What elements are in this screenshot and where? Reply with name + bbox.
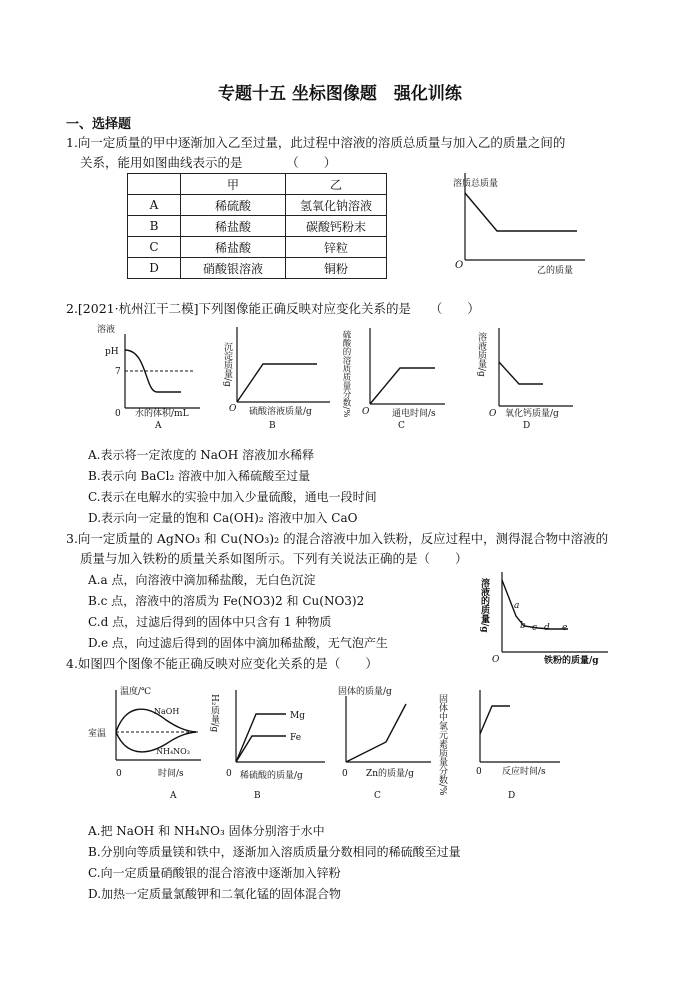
graph-letter: A <box>155 421 162 431</box>
graph-letter: D <box>523 421 531 431</box>
q1-text-line1: 1.向一定质量的甲中逐渐加入乙至过量，此过程中溶液的溶质总质量与加入乙的质量之间的 <box>66 135 566 150</box>
q2-option-a: A.表示将一定浓度的 NaOH 溶液加水稀释 <box>88 448 315 462</box>
q2d-curve <box>499 362 543 384</box>
q4-graph-b <box>210 684 330 802</box>
q4-option-c: C.向一定质量硝酸银的混合溶液中逐渐加入锌粉 <box>88 866 341 880</box>
y-label: 溶质总质量 <box>453 179 499 189</box>
table-cell: A <box>128 195 181 216</box>
page-title: 专题十五 坐标图像题 强化训练 <box>218 84 462 104</box>
table-cell: D <box>128 258 181 279</box>
y-label: 溶液质量/g <box>476 332 486 377</box>
table-header-row <box>128 174 387 195</box>
table-cell: B <box>128 216 181 237</box>
y-label: 溶液的质量/g <box>479 578 489 633</box>
q1-graph <box>445 168 595 278</box>
q4-graph-d <box>437 684 565 802</box>
x-label: 硫酸溶液质量/g <box>249 407 312 417</box>
table-cell <box>128 174 181 195</box>
table-cell: 硝酸银溶液 <box>181 258 286 279</box>
q3-option-b: B.c 点，溶液中的溶质为 Fe(NO3)2 和 Cu(NO3)2 <box>88 594 365 608</box>
point-e: e <box>562 623 568 633</box>
table-cell: 铜粉 <box>286 258 387 279</box>
q3-text-line2: 质量与加入铁粉的质量关系如图所示。下列有关说法正确的是（ ） <box>80 551 468 566</box>
q2-option-d: D.表示向一定量的饱和 Ca(OH)₂ 溶液中加入 CaO <box>88 511 358 525</box>
q3-graph <box>478 568 613 668</box>
q1-text-line2: 关系，能用如图曲线表示的是 （ ） <box>80 155 337 170</box>
y-label: 固体中氯元素质量分数/% <box>437 694 447 796</box>
q2-option-c: C.表示在电解水的实验中加入少量硫酸，通电一段时间 <box>88 490 377 504</box>
q2-option-b: B.表示向 BaCl₂ 溶液中加入稀硫酸至过量 <box>88 469 311 483</box>
table-row <box>128 216 387 237</box>
y-label: 沉淀质量/g <box>222 342 232 387</box>
q3-curve <box>502 580 568 629</box>
graph-letter: B <box>269 421 276 431</box>
graph-letter: A <box>170 791 177 801</box>
graph-letter: C <box>398 421 405 431</box>
origin-label: 0 <box>342 769 348 779</box>
nh4no3-label: NH₄NO₃ <box>156 747 190 756</box>
x-label: 稀硫酸的质量/g <box>240 771 303 781</box>
table-cell: C <box>128 237 181 258</box>
graph-letter: B <box>254 791 261 801</box>
x-label: 铁粉的质量/g <box>544 656 599 666</box>
q4-option-d: D.加热一定质量氯酸钾和二氧化锰的固体混合物 <box>88 887 342 901</box>
table-cell: 氢氧化钠溶液 <box>286 195 387 216</box>
point-d: d <box>544 623 550 633</box>
q1-table <box>127 173 387 279</box>
table-cell: 稀盐酸 <box>181 216 286 237</box>
q3-option-d: D.e 点，向过滤后得到的固体中滴加稀盐酸，无气泡产生 <box>88 636 388 650</box>
origin-label: 0 <box>115 409 121 419</box>
room-temp-label: 室温 <box>88 729 107 739</box>
y-label-ph: pH <box>105 347 119 357</box>
table-cell: 甲 <box>181 174 286 195</box>
x-label: 通电时间/s <box>392 409 436 419</box>
table-row <box>128 258 387 279</box>
q2-graph-c <box>340 318 450 430</box>
q4-option-a: A.把 NaOH 和 NH₄NO₃ 固体分别溶于水中 <box>88 824 325 838</box>
table-cell: 乙 <box>286 174 387 195</box>
section-heading: 一、选择题 <box>66 117 132 132</box>
mg-curve <box>236 714 286 762</box>
y-label: 温度/℃ <box>120 687 152 697</box>
table-row <box>128 237 387 258</box>
origin-label: O <box>362 407 370 417</box>
q2b-curve <box>237 364 317 402</box>
table-cell: 碳酸钙粉末 <box>286 216 387 237</box>
y-label: 固体的质量/g <box>338 687 392 697</box>
q2-graph-d <box>473 322 578 430</box>
mg-label: Mg <box>290 711 305 721</box>
q4d-curve <box>480 706 510 734</box>
table-cell: 稀盐酸 <box>181 237 286 258</box>
origin-label: O <box>489 409 497 419</box>
fe-label: Fe <box>290 733 302 743</box>
table-row <box>128 195 387 216</box>
origin-label: O <box>455 260 464 271</box>
q3-text-line1: 3.向一定质量的 AgNO₃ 和 Cu(NO₃)₂ 的混合溶液中加入铁粉，反应过程中，测得混合物中溶液的 <box>66 531 609 546</box>
point-b: b <box>520 621 526 631</box>
x-label: Zn的质量/g <box>366 769 414 779</box>
fe-curve <box>236 736 286 762</box>
x-label: 乙的质量 <box>537 266 574 276</box>
q2-graph-a <box>95 322 205 430</box>
x-label: 反应时间/s <box>502 767 546 777</box>
point-a: a <box>514 601 520 611</box>
q4-option-b: B.分别向等质量镁和铁中，逐渐加入溶质质量分数相同的稀硫酸至过量 <box>88 845 461 859</box>
y-label: 硫酸的溶质质量分数/% <box>341 330 351 418</box>
q4c-curve <box>346 704 406 762</box>
origin-label: O <box>492 655 500 665</box>
q2c-curve <box>370 368 435 404</box>
mark-7: 7 <box>115 367 121 377</box>
q3-option-c: C.d 点，过滤后得到的固体中只含有 1 种物质 <box>88 615 332 629</box>
x-label: 氧化钙质量/g <box>505 409 559 419</box>
origin-label: 0 <box>476 767 482 777</box>
table-cell: 稀硫酸 <box>181 195 286 216</box>
q3-option-a: A.a 点，向溶液中滴加稀盐酸，无白色沉淀 <box>88 573 316 587</box>
q4-text-line1: 4.如图四个图像不能正确反映对应变化关系的是（ ） <box>66 656 378 671</box>
point-c: c <box>532 623 538 633</box>
table-cell: 锌粒 <box>286 237 387 258</box>
x-label: 水的体积/mL <box>135 409 189 419</box>
q4-graph-a <box>86 684 206 802</box>
y-label: H₂质量/g <box>209 694 219 733</box>
naoh-label: NaOH <box>154 707 180 716</box>
origin-label: 0 <box>116 769 122 779</box>
x-label: 时间/s <box>158 769 184 779</box>
q4-graph-c <box>336 684 436 802</box>
y-label: 溶液 <box>97 325 116 335</box>
q2-graph-b <box>222 322 335 431</box>
origin-label: O <box>229 404 237 414</box>
q2-text-line1: 2.[2021·杭州江干二模]下列图像能正确反映对应变化关系的是 （ ） <box>66 301 480 316</box>
graph-letter: C <box>374 791 381 801</box>
graph-letter: D <box>508 791 516 801</box>
origin-label: 0 <box>226 769 232 779</box>
q1-curve <box>465 193 577 231</box>
